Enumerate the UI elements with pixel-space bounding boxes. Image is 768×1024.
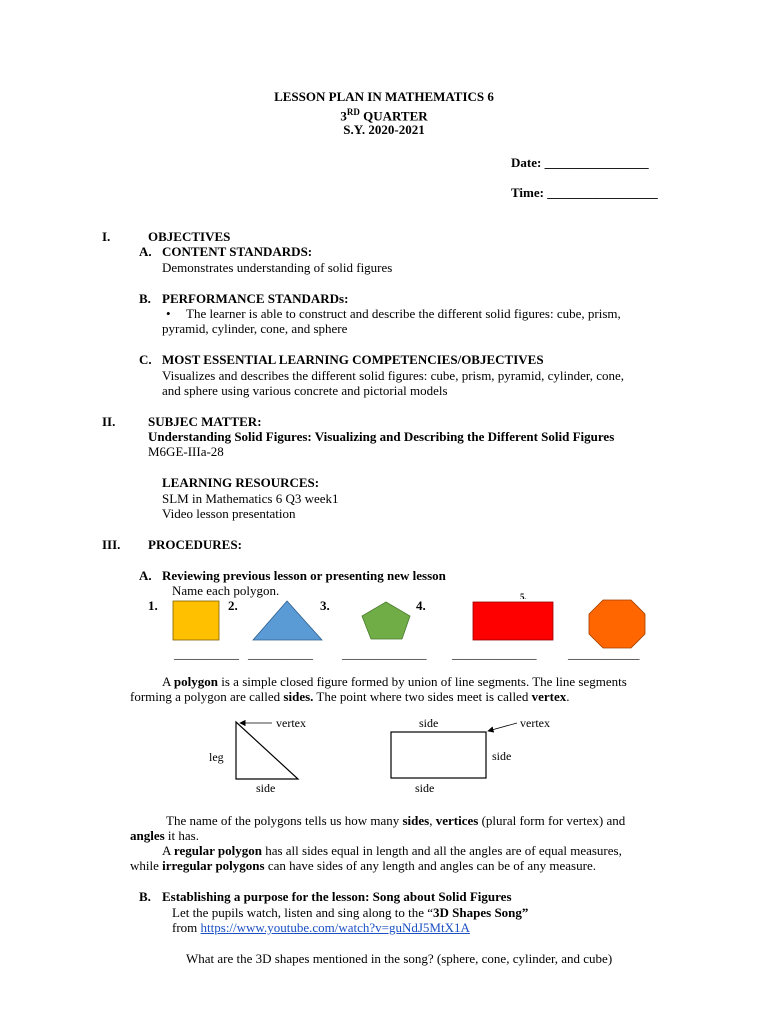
objective-c-letter: C. (139, 352, 152, 367)
shape-number-1: 1. (148, 598, 158, 613)
polygon-names-line-2 (130, 828, 199, 843)
text-span: . (566, 689, 570, 704)
polygon-instruction: Name each polygon. (172, 583, 280, 598)
song-instruction (172, 905, 528, 920)
quarter-heading (0, 105, 768, 123)
regular-polygon-line-1 (162, 843, 622, 858)
answer-blank-1[interactable]: __________ (174, 646, 239, 661)
quarter-word: QUARTER (363, 108, 428, 124)
term-sides: sides. (283, 689, 314, 704)
right-triangle (236, 722, 298, 779)
time-field: Time: _________________ (511, 185, 658, 200)
content-standards-text: Demonstrates understanding of solid figures (162, 260, 393, 275)
section-2-number: II. (102, 414, 116, 429)
polygon-definition-line-1 (162, 674, 627, 689)
triangle-shape (253, 601, 322, 640)
text-span: can have sides of any length and angles can be of any measure. (264, 858, 596, 873)
text-span: , (429, 813, 436, 828)
performance-standards-text-1: The learner is able to construct and describe the different solid figures: cube, prism, (186, 306, 621, 321)
term-angles: angles (130, 828, 165, 843)
label-vertex-1: vertex (276, 716, 306, 730)
text-span: is a simple closed figure formed by union of line segments. The line segments (218, 674, 627, 689)
learning-resources-title: LEARNING RESOURCES: (162, 475, 320, 490)
song-title: 3D Shapes Song” (433, 905, 529, 920)
label-side-right: side (492, 749, 512, 763)
objective-a-letter: A. (139, 244, 152, 259)
objective-b-letter: B. (139, 291, 151, 306)
resource-1: SLM in Mathematics 6 Q3 week1 (162, 491, 339, 506)
text-span: A (162, 843, 174, 858)
rectangle-shape (473, 602, 553, 640)
text-span: A (162, 674, 174, 689)
section-1-number: I. (102, 229, 111, 244)
term-irregular-polygons: irregular polygons (162, 858, 265, 873)
vertex-arrow-2 (488, 723, 517, 731)
term-vertices: vertices (435, 813, 479, 828)
polygon-definition-line-2 (130, 689, 569, 704)
label-side-top: side (419, 716, 439, 730)
label-side-1: side (256, 781, 276, 795)
procedure-b-letter: B. (139, 889, 151, 904)
answer-blank-5[interactable]: ___________ (568, 646, 640, 661)
competencies-text-2: and sphere using various concrete and pictorial models (162, 383, 448, 398)
lesson-title: LESSON PLAN IN MATHEMATICS 6 (274, 89, 494, 104)
polygon-names-line-1 (166, 813, 625, 828)
term-vertex: vertex (531, 689, 567, 704)
pentagon-shape (362, 602, 410, 639)
content-standards-title: CONTENT STANDARDS: (162, 244, 313, 259)
term-sides-2: sides (402, 813, 430, 828)
text-span: The name of the polygons tells us how many (166, 813, 403, 828)
text-span: has all sides equal in length and all the angles are of equal measures, (261, 843, 622, 858)
performance-standards-title: PERFORMANCE STANDARDs: (162, 291, 349, 306)
section-1-heading: OBJECTIVES (148, 229, 231, 244)
text-span: The point where two sides meet is called (313, 689, 532, 704)
subject-topic: Understanding Solid Figures: Visualizing and Describing the Different Solid Figures (148, 429, 615, 444)
resource-2: Video lesson presentation (162, 506, 296, 521)
text-span: (plural form for vertex) and (478, 813, 626, 828)
song-question: What are the 3D shapes mentioned in the song? (sphere, cone, cylinder, and cube) (186, 951, 613, 966)
youtube-link[interactable]: https://www.youtube.com/watch?v=guNdJ5MtX1A (200, 920, 470, 935)
octagon-shape (589, 600, 645, 648)
rectangle-diagram (391, 732, 486, 778)
performance-standards-text-2: pyramid, cylinder, cone, and sphere (162, 321, 348, 336)
quarter-number: 3 (340, 108, 347, 124)
procedure-a-title: Reviewing previous lesson or presenting new lesson (162, 568, 446, 583)
label-leg: leg (209, 750, 224, 764)
competencies-text-1: Visualizes and describes the different solid figures: cube, prism, pyramid, cylinder, cone, (162, 368, 624, 383)
term-regular-polygon: regular polygon (173, 843, 262, 858)
answer-blank-3[interactable]: _____________ (342, 646, 427, 661)
shape-number-5: 5. (520, 593, 527, 599)
procedure-b-title: Establishing a purpose for the lesson: Song about Solid Figures (162, 889, 512, 904)
song-source (172, 920, 470, 935)
competencies-title: MOST ESSENTIAL LEARNING COMPETENCIES/OBJECTIVES (162, 352, 544, 367)
procedure-a-letter: A. (139, 568, 152, 583)
text-span: while (130, 858, 163, 873)
text-span: from (172, 920, 201, 935)
shape-number-3: 3. (320, 598, 330, 613)
term-polygon: polygon (173, 674, 218, 689)
date-field: Date: ________________ (511, 155, 649, 170)
regular-polygon-line-2 (130, 858, 596, 873)
section-2-heading: SUBJEC MATTER: (148, 414, 262, 429)
answer-blank-4[interactable]: _____________ (452, 646, 537, 661)
section-3-number: III. (102, 537, 121, 552)
polygon-parts-diagram (0, 712, 768, 812)
square-shape (173, 601, 219, 640)
school-year: S.Y. 2020-2021 (343, 122, 425, 137)
quarter-superscript: RD (346, 107, 360, 117)
answer-blank-2[interactable]: __________ (248, 646, 313, 661)
text-span: forming a polygon are called (130, 689, 284, 704)
text-span: it has. (164, 828, 199, 843)
bullet: • (166, 306, 171, 321)
label-vertex-2: vertex (520, 716, 550, 730)
shape-number-4: 4. (416, 598, 426, 613)
label-side-bottom: side (415, 781, 435, 795)
shape-number-2: 2. (228, 598, 238, 613)
subject-code: M6GE-IIIa-28 (148, 444, 224, 459)
section-3-heading: PROCEDURES: (148, 537, 242, 552)
text-span: Let the pupils watch, listen and sing along to the “ (172, 905, 434, 920)
